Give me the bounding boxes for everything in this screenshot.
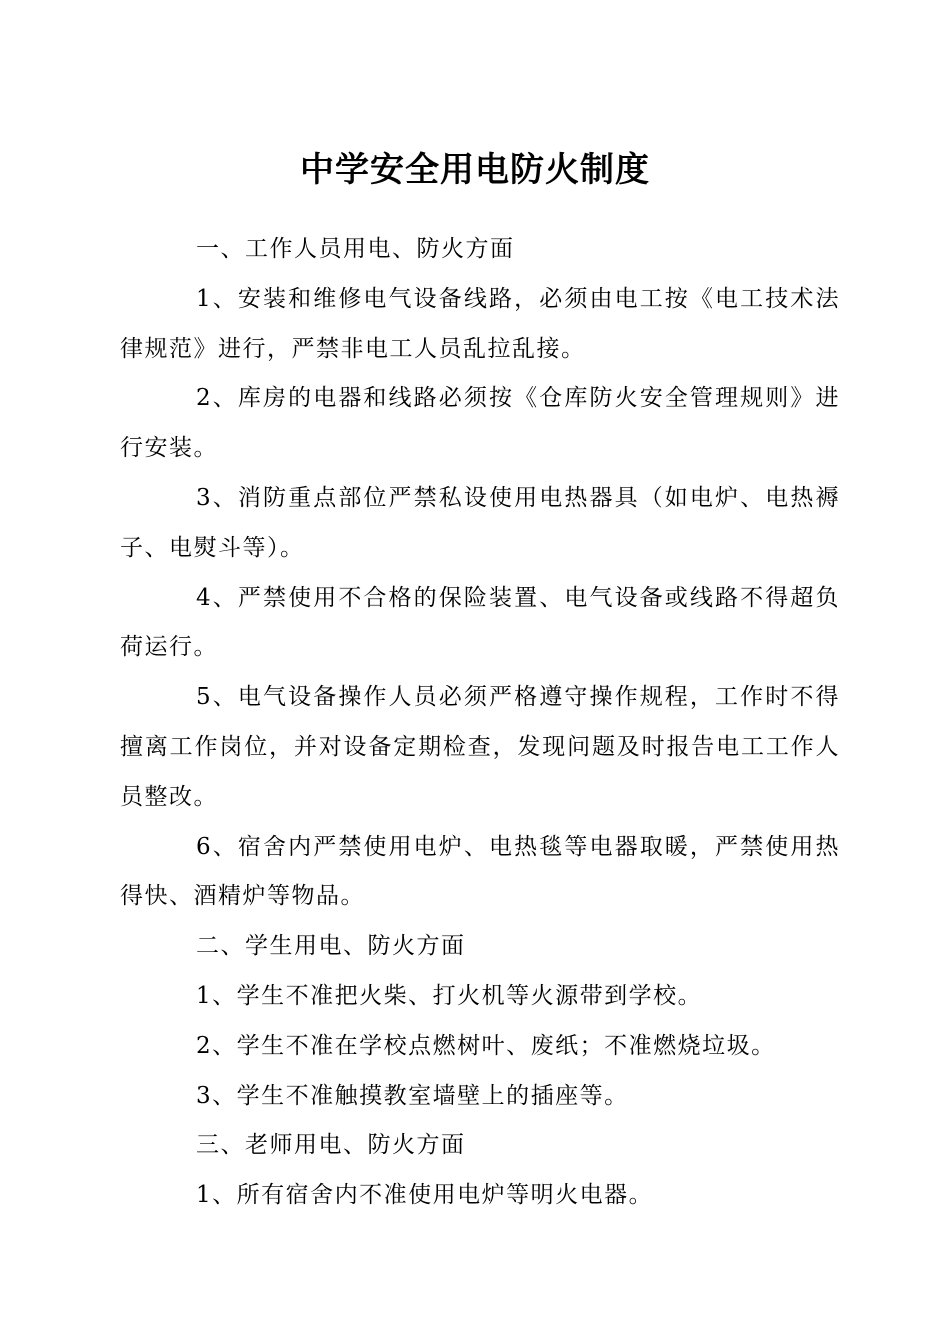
rule-paragraph: 5、电气设备操作人员必须严格遵守操作规程，工作时不得擅离工作岗位，并对设备定期检查，发现问题及时报告电工工作人员整改。 bbox=[120, 684, 840, 810]
section-heading-staff: 一、工作人员用电、防火方面 bbox=[196, 236, 515, 262]
rule-paragraph: 6、宿舍内严禁使用电炉、电热毯等电器取暖，严禁使用热得快、酒精炉等物品。 bbox=[120, 833, 840, 910]
section-heading-students: 二、学生用电、防火方面 bbox=[196, 933, 466, 960]
rule-paragraph: 3、学生不准触摸教室墙壁上的插座等。 bbox=[196, 1082, 629, 1109]
document-body bbox=[120, 225, 840, 1221]
section-heading-teachers: 三、老师用电、防火方面 bbox=[196, 1132, 466, 1159]
rule-paragraph: 2、库房的电器和线路必须按《仓库防火安全管理规则》进行安装。 bbox=[120, 385, 840, 462]
rule-paragraph: 1、所有宿舍内不准使用电炉等明火电器。 bbox=[196, 1182, 654, 1209]
rule-paragraph: 2、学生不准在学校点燃树叶、废纸；不准燃烧垃圾。 bbox=[196, 1032, 776, 1059]
document-title: 中学安全用电防火制度 bbox=[300, 150, 650, 190]
rule-paragraph: 1、学生不准把火柴、打火机等火源带到学校。 bbox=[196, 982, 703, 1009]
rule-paragraph: 1、安装和维修电气设备线路，必须由电工按《电工技术法律规范》进行，严禁非电工人员乱拉乱接。 bbox=[120, 285, 840, 362]
rule-paragraph: 4、严禁使用不合格的保险装置、电气设备或线路不得超负荷运行。 bbox=[120, 584, 840, 661]
rule-paragraph: 3、消防重点部位严禁私设使用电热器具（如电炉、电热褥子、电熨斗等）。 bbox=[120, 484, 840, 561]
